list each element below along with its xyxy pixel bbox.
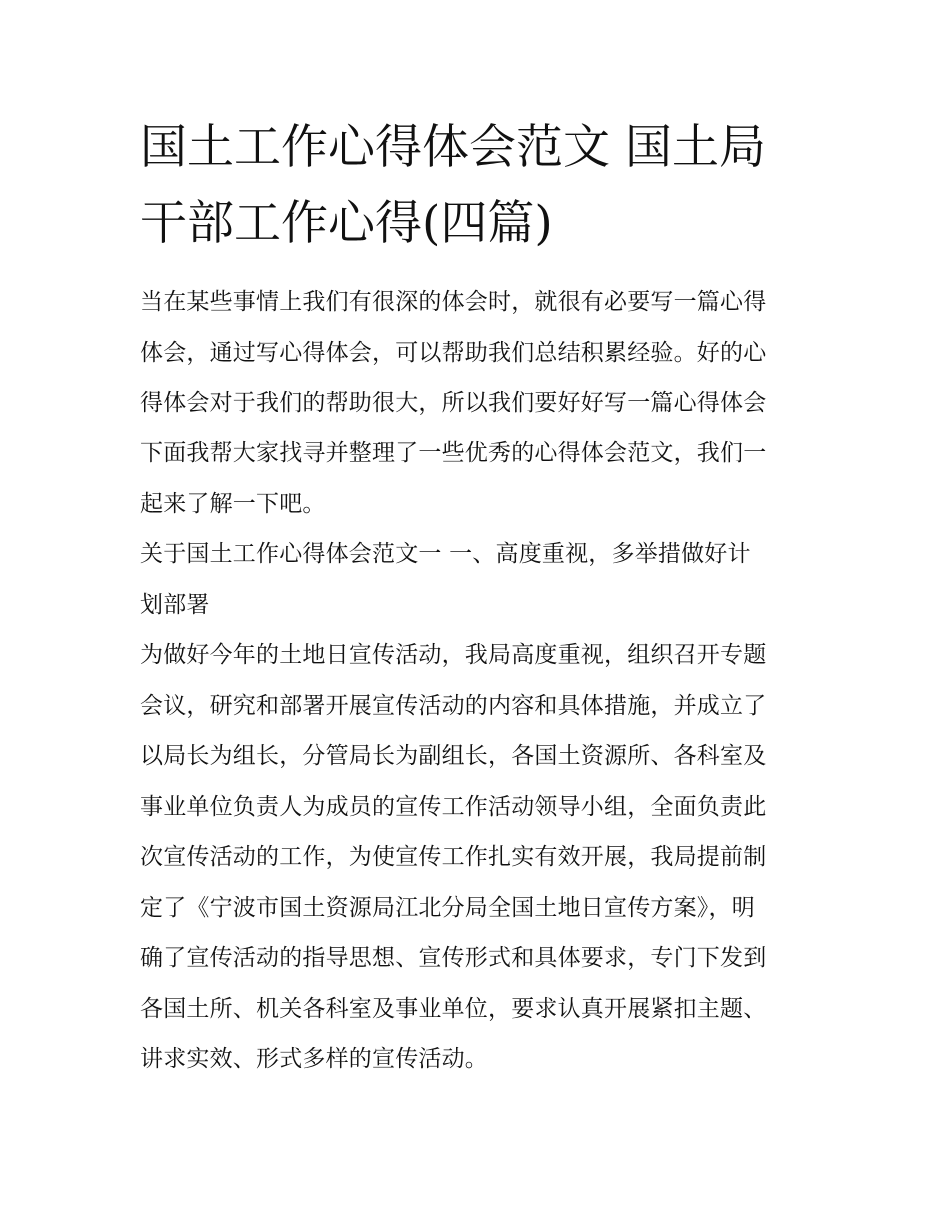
body-line-3: 以局长为组长，分管局长为副组长，各国土资源所、各科室及	[140, 743, 767, 769]
body-line-1: 为做好今年的土地日宣传活动，我局高度重视，组织召开专题	[140, 642, 767, 668]
section-heading-line-1: 关于国土工作心得体会范文一 一、高度重视，多举措做好计	[140, 541, 751, 567]
section-heading-line-2: 划部署	[140, 592, 210, 618]
title-line-2: 干部工作心得(四篇)	[140, 196, 553, 251]
intro-line-3: 得体会对于我们的帮助很大，所以我们要好好写一篇心得体会	[140, 390, 767, 416]
body-line-2: 会议，研究和部署开展宣传活动的内容和具体措施，并成立了	[140, 693, 767, 719]
intro-line-1: 当在某些事情上我们有很深的体会时，就很有必要写一篇心得	[140, 289, 767, 315]
document-title	[140, 110, 820, 262]
body-line-7: 确了宣传活动的指导思想、宣传形式和具体要求，专门下发到	[140, 945, 767, 971]
body-line-5: 次宣传活动的工作，为使宣传工作扎实有效开展，我局提前制	[140, 844, 767, 870]
body-line-8: 各国土所、机关各科室及事业单位，要求认真开展紧扣主题、	[140, 996, 767, 1022]
body-line-4: 事业单位负责人为成员的宣传工作活动领导小组，全面负责此	[140, 794, 767, 820]
body-line-9: 讲求实效、形式多样的宣传活动。	[140, 1046, 488, 1072]
body-line-6: 定了《宁波市国土资源局江北分局全国土地日宣传方案》，明	[140, 895, 755, 921]
intro-line-4: 下面我帮大家找寻并整理了一些优秀的心得体会范文，我们一	[140, 440, 767, 466]
title-line-1: 国土工作心得体会范文 国土局	[140, 120, 766, 175]
intro-line-5: 起来了解一下吧。	[140, 491, 326, 517]
intro-line-2: 体会，通过写心得体会，可以帮助我们总结积累经验。好的心	[140, 340, 767, 366]
